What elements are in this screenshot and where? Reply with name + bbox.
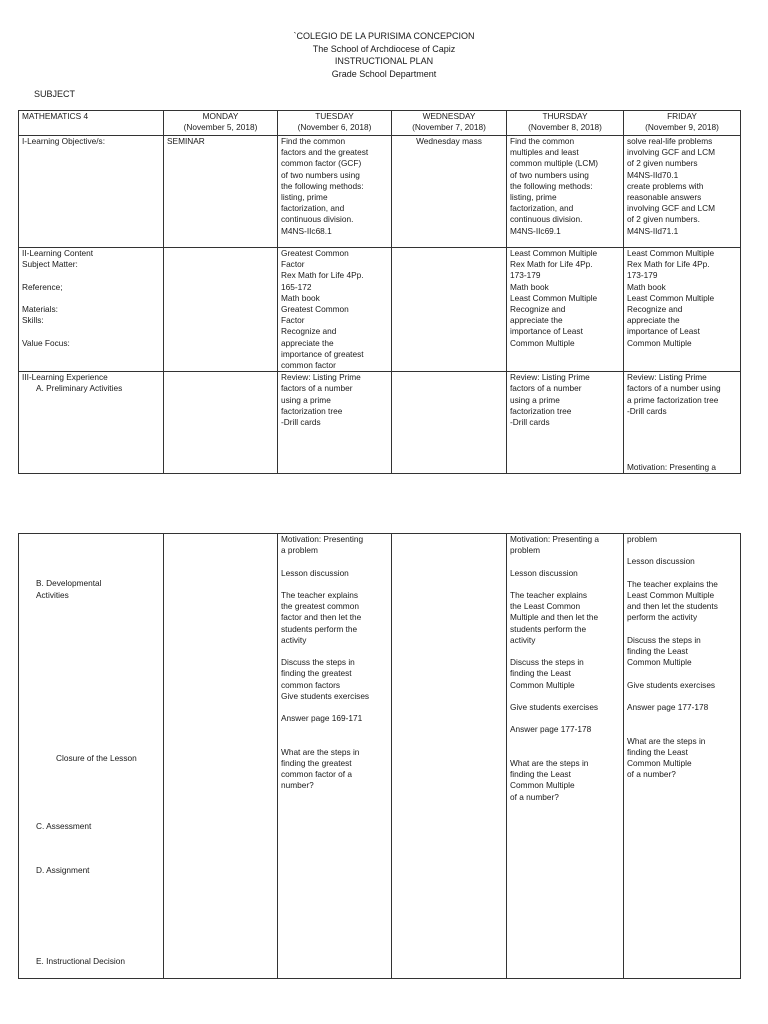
row-label-experience: III-Learning Experience A. Preliminary Activities [19,372,164,474]
cell-wednesday-objectives: Wednesday mass [392,136,507,248]
plan-title: INSTRUCTIONAL PLAN [334,56,434,66]
cell-monday-activities [164,534,278,979]
day-header-monday: MONDAY (November 5, 2018) [164,111,278,136]
label-developmental: B. Developmental Activities [36,578,102,600]
cell-monday-content [164,248,278,372]
cell-friday-activities: problem Lesson discussion The teacher explains the Least Common Multiple and then let the students perform the activity Discuss the steps in finding the Least Common Multiple Give students exercises Answer page 177-178 What are the steps in finding the Least Common Multiple of a number? [624,534,741,979]
label-instructional-decision: E. Instructional Decision [36,956,126,967]
cell-friday-objectives: solve real-life problems involving GCF and LCM of 2 given numbers M4NS-IId70.1 create problems with reasonable answers involving GCF and LCM of 2 given numbers. M4NS-IId71.1 [624,136,741,248]
document-header [0,30,768,80]
cell-tuesday-objectives: Find the common factors and the greatest common factor (GCF) of two numbers using the following methods: listing, prime factorization, and continuous division. M4NS-IIc68.1 [278,136,392,248]
cell-monday-experience [164,372,278,474]
cell-thursday-content: Least Common Multiple Rex Math for Life 4Pp. 173-179 Math book Least Common Multiple Recognize and appreciate the importance of Least Common Multiple [507,248,624,372]
day-header-wednesday: WEDNESDAY (November 7, 2018) [392,111,507,136]
cell-wednesday-experience [392,372,507,474]
label-closure: Closure of the Lesson [56,753,137,764]
cell-thursday-objectives: Find the common multiples and least common multiple (LCM) of two numbers using the following methods: listing, prime factorization, and continuous division. M4NS-IIc69.1 [507,136,624,248]
cell-tuesday-experience: Review: Listing Prime factors of a number using a prime factorization tree -Drill cards [278,372,392,474]
table-row [19,248,741,372]
day-header-friday: FRIDAY (November 9, 2018) [624,111,741,136]
day-header-tuesday: TUESDAY (November 6, 2018) [278,111,392,136]
cell-wednesday-activities [392,534,507,979]
cell-thursday-activities: Motivation: Presenting a problem Lesson discussion The teacher explains the Least Common Multiple and then let the students perform the activity Discuss the steps in finding the Least Common Multiple Give students exercises Answer page 177-178 What are the steps in finding the Least Common Multiple of a number? [507,534,624,979]
day-header-thursday: THURSDAY (November 8, 2018) [507,111,624,136]
plan-table-bottom [18,533,741,979]
subject-cell: MATHEMATICS 4 [19,111,164,136]
cell-thursday-experience: Review: Listing Prime factors of a number using a prime factorization tree -Drill cards [507,372,624,474]
row-labels-activities [19,534,164,979]
cell-monday-objectives: SEMINAR [164,136,278,248]
label-assignment: D. Assignment [36,865,90,876]
label-assessment: C. Assessment [36,820,92,831]
row-label-objectives: I-Learning Objective/s: [19,136,164,248]
table-header-row [19,111,741,136]
cell-tuesday-activities: Motivation: Presenting a problem Lesson discussion The teacher explains the greatest common factor and then let the students perform the activity Discuss the steps in finding the greatest common factors Give students exercises Answer page 169-171 What are the steps in finding the greatest common factor of a number? [278,534,392,979]
school-subtitle: The School of Archdiocese of Capiz [312,43,456,54]
table-row [19,534,741,979]
school-name: `COLEGIO DE LA PURISIMA CONCEPCION [293,31,475,41]
table-row [19,136,741,248]
cell-tuesday-content: Greatest Common Factor Rex Math for Life 4Pp. 165-172 Math book Greatest Common Factor Recognize and appreciate the importance of greatest common factor [278,248,392,372]
cell-friday-experience: Review: Listing Prime factors of a number using a prime factorization tree -Drill cards Motivation: Presenting a [624,372,741,474]
row-label-content: II-Learning Content Subject Matter: Reference; Materials: Skills: Value Focus: [19,248,164,372]
department-name: Grade School Department [331,68,437,79]
plan-table-top [18,110,741,474]
cell-wednesday-content [392,248,507,372]
table-row [19,372,741,474]
subject-label: SUBJECT [34,89,76,99]
cell-friday-content: Least Common Multiple Rex Math for Life 4Pp. 173-179 Math book Least Common Multiple Recognize and appreciate the importance of Least Common Multiple [624,248,741,372]
